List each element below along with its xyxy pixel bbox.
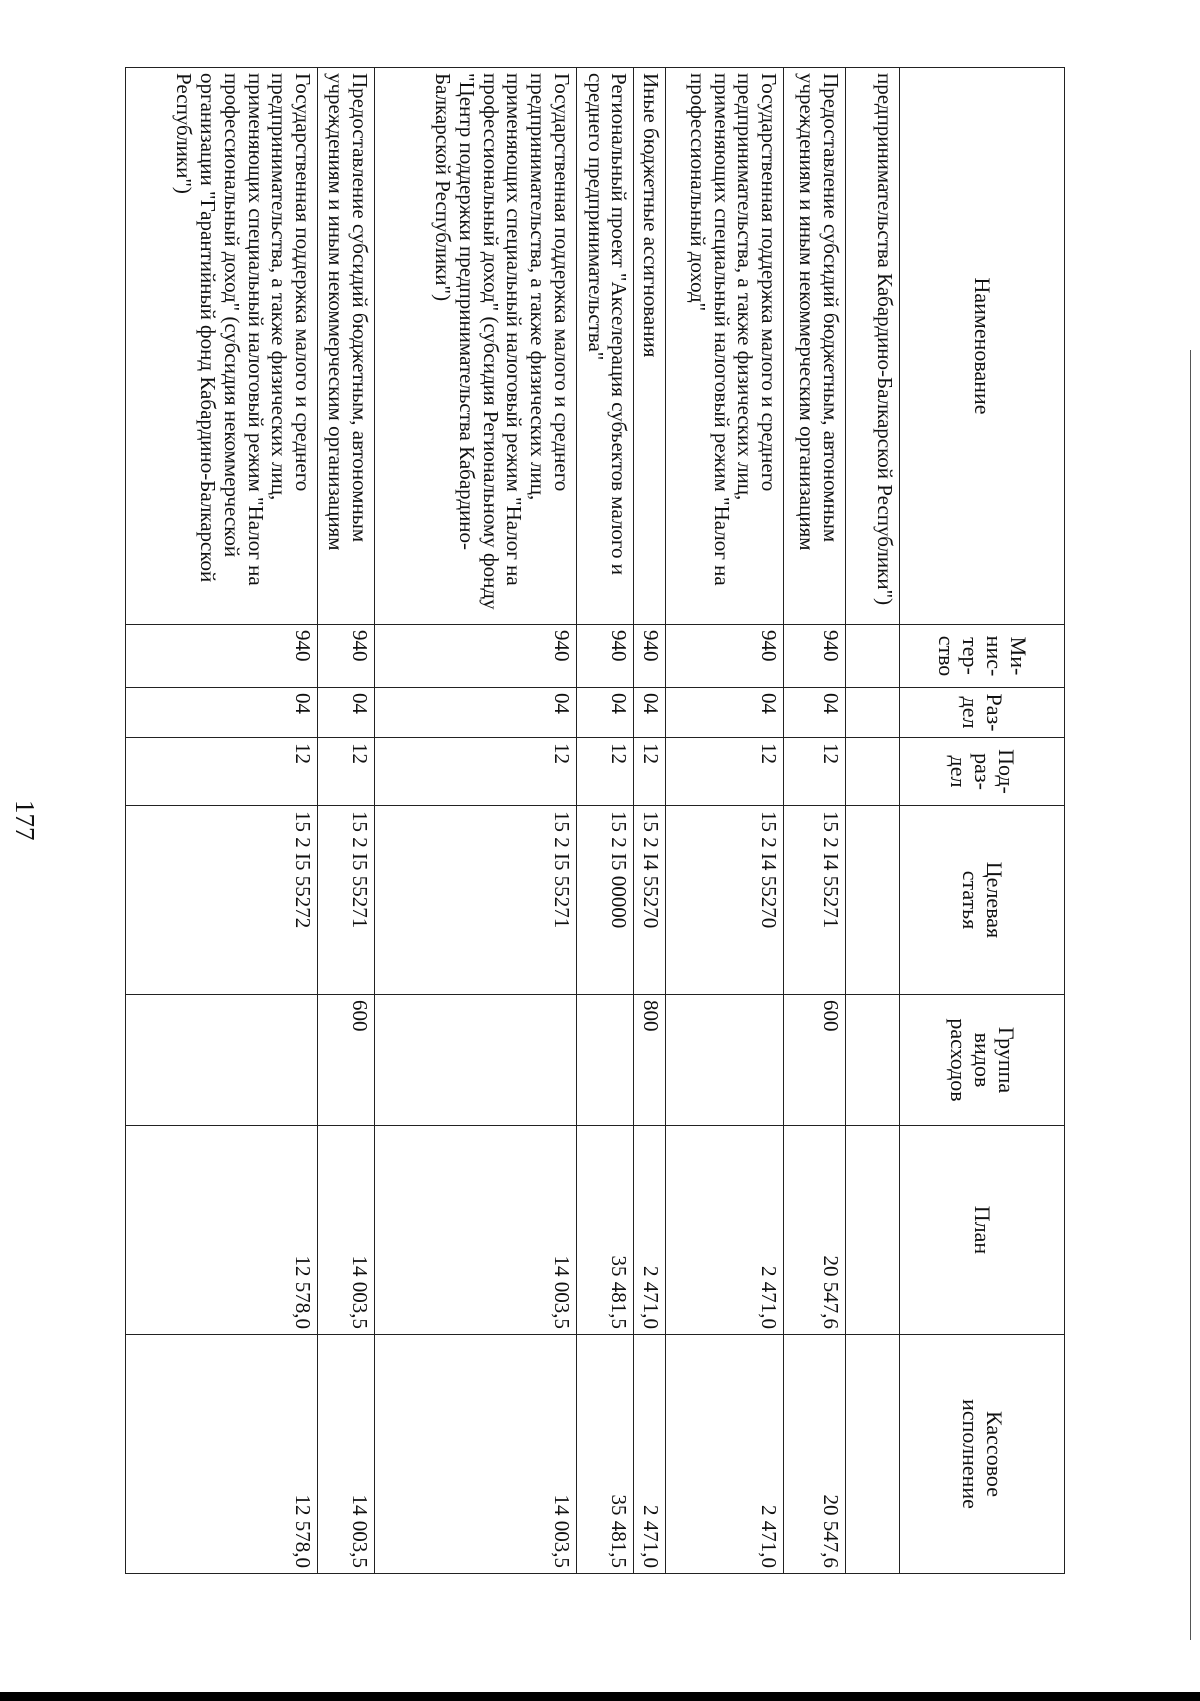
row-subsection: 12 <box>126 738 318 806</box>
row-subsection: 12 <box>374 738 576 806</box>
row-name: предпринимательства Кабардино-Балкарской Республики") <box>845 68 899 625</box>
table-row <box>665 68 783 1574</box>
row-ministry <box>845 625 899 688</box>
row-ministry: 940 <box>783 625 845 688</box>
table-row <box>374 68 576 1574</box>
row-section: 04 <box>576 688 634 738</box>
table-row <box>845 68 899 1574</box>
col-header-cash: Кассовое исполнение <box>900 1335 1065 1574</box>
row-name: Государственная поддержка малого и среднего предпринимательства, а также физических лиц, применяющих специальный налоговый режим "Налог на профессиональный доход" (субсидия некоммерческой организации "Гарантийный фонд Кабардино-Балкарской Республики") <box>126 68 318 625</box>
row-plan: 12 578,0 <box>126 1126 318 1335</box>
row-group <box>576 995 634 1126</box>
row-name: Государственная поддержка малого и среднего предпринимательства, а также физических лиц, применяющих специальный налоговый режим "Налог на профессиональный доход" <box>665 68 783 625</box>
scan-edge-line <box>1190 350 1191 1640</box>
row-name: Государственная поддержка малого и среднего предпринимательства, а также физических лиц, применяющих специальный налоговый режим "Налог на профессиональный доход" (субсидия Региональному фонду "Центр поддержки предпринимательства Кабардино-Балкарской Республики") <box>374 68 576 625</box>
row-subsection: 12 <box>665 738 783 806</box>
row-cash: 14 003,5 <box>374 1335 576 1574</box>
row-subsection: 12 <box>634 738 666 806</box>
col-header-name: Наименование <box>900 68 1065 625</box>
table-row <box>126 68 318 1574</box>
row-ministry: 940 <box>374 625 576 688</box>
table-row <box>783 68 845 1574</box>
row-cash: 20 547,6 <box>783 1335 845 1574</box>
row-name: Иные бюджетные ассигнования <box>634 68 666 625</box>
row-cash: 12 578,0 <box>126 1335 318 1574</box>
row-plan: 20 547,6 <box>783 1126 845 1335</box>
col-header-plan: План <box>900 1126 1065 1335</box>
row-section: 04 <box>665 688 783 738</box>
row-section <box>845 688 899 738</box>
row-subsection: 12 <box>576 738 634 806</box>
row-target <box>845 806 899 995</box>
row-plan <box>845 1126 899 1335</box>
col-header-ministry: Ми- нис- тер- ство <box>900 625 1065 688</box>
row-subsection <box>845 738 899 806</box>
row-group <box>126 995 318 1126</box>
row-target: 15 2 I4 55270 <box>665 806 783 995</box>
row-plan: 14 003,5 <box>318 1126 374 1335</box>
row-name: Предоставление субсидий бюджетным, автономным учреждениям и иным некоммерческим организациям <box>783 68 845 625</box>
row-name: Региональный проект "Акселерация субъектов малого и среднего предпринимательства" <box>576 68 634 625</box>
row-group: 800 <box>634 995 666 1126</box>
row-ministry: 940 <box>576 625 634 688</box>
row-group <box>845 995 899 1126</box>
row-group <box>665 995 783 1126</box>
row-plan: 14 003,5 <box>374 1126 576 1335</box>
row-section: 04 <box>126 688 318 738</box>
row-section: 04 <box>634 688 666 738</box>
row-section: 04 <box>783 688 845 738</box>
row-cash: 14 003,5 <box>318 1335 374 1574</box>
row-ministry: 940 <box>318 625 374 688</box>
row-group <box>374 995 576 1126</box>
col-header-target: Целевая статья <box>900 806 1065 995</box>
row-group: 600 <box>783 995 845 1126</box>
table-body <box>126 68 900 1574</box>
row-target: 15 2 I5 00000 <box>576 806 634 995</box>
row-ministry: 940 <box>665 625 783 688</box>
budget-table <box>125 67 1065 1574</box>
row-target: 15 2 I5 55271 <box>374 806 576 995</box>
row-plan: 35 481,5 <box>576 1126 634 1335</box>
row-target: 15 2 I4 55270 <box>634 806 666 995</box>
scan-bottom-edge <box>0 1692 1200 1701</box>
row-plan: 2 471,0 <box>665 1126 783 1335</box>
row-cash: 2 471,0 <box>634 1335 666 1574</box>
row-cash: 35 481,5 <box>576 1335 634 1574</box>
row-subsection: 12 <box>783 738 845 806</box>
page-number: 177 <box>10 800 40 841</box>
row-ministry: 940 <box>126 625 318 688</box>
table-row <box>634 68 666 1574</box>
row-cash: 2 471,0 <box>665 1335 783 1574</box>
col-header-subsection: Под- раз- дел <box>900 738 1065 806</box>
col-header-group: Группа видов расходов <box>900 995 1065 1126</box>
row-name: Предоставление субсидий бюджетным, автономным учреждениям и иным некоммерческим организациям <box>318 68 374 625</box>
row-target: 15 2 I5 55271 <box>318 806 374 995</box>
row-target: 15 2 I4 55271 <box>783 806 845 995</box>
row-section: 04 <box>374 688 576 738</box>
table-row <box>576 68 634 1574</box>
col-header-section: Раз- дел <box>900 688 1065 738</box>
row-cash <box>845 1335 899 1574</box>
row-subsection: 12 <box>318 738 374 806</box>
row-section: 04 <box>318 688 374 738</box>
table-row <box>318 68 374 1574</box>
row-plan: 2 471,0 <box>634 1126 666 1335</box>
row-group: 600 <box>318 995 374 1126</box>
row-target: 15 2 I5 55272 <box>126 806 318 995</box>
budget-table-container <box>125 67 1065 1573</box>
row-ministry: 940 <box>634 625 666 688</box>
